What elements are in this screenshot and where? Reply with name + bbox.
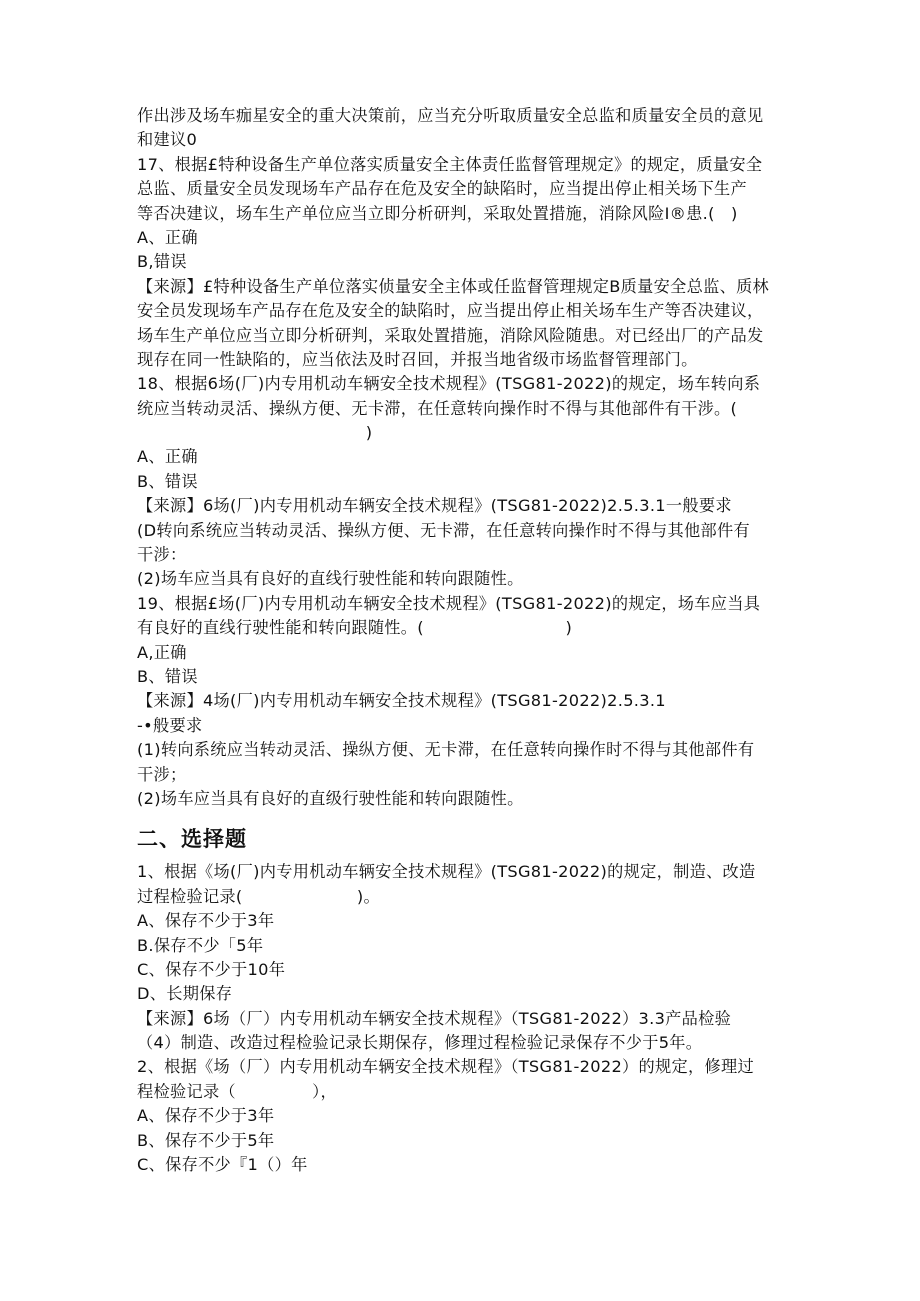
text-line: (1)转向系统应当转动灵活、操纵方便、无卡滞，在任意转向操作时不得与其他部件有	[137, 740, 755, 760]
text-line: 安全员发现场车产品存在危及安全的缺陷时，应当提出停止相关场车生产等否决建议，	[137, 301, 764, 321]
source-line: 【来源】4场(厂)内专用机动车辆安全技术规程》(TSG81-2022)2.5.3.1	[137, 691, 666, 711]
text-line: (D转向系统应当转动灵活、操纵方便、无卡滞，在任意转向操作时不得与其他部件有	[137, 520, 750, 540]
source-line: 【来源】£特种设备生产单位落实侦量安全主体或任监督管理规定B质量安全总监、质林	[137, 276, 770, 296]
text-line: (2)场车应当具有良好的直线行驶性能和转向跟随性。	[137, 569, 524, 589]
option-c: C、保存不少『1（）年	[137, 1155, 308, 1175]
text-line: 等否决建议，场车生产单位应当立即分析研判，采取处置措施，消除风险I®患.( )	[137, 203, 738, 223]
text-line: 作出涉及场车痂星安全的重大决策前，应当充分听取质量安全总监和质量安全员的意见	[137, 106, 764, 125]
option-a: A、保存不少于3年	[137, 1106, 275, 1126]
text-line: -•般要求	[137, 715, 203, 735]
question-19-line: 19、根据£场(厂)内专用机动车辆安全技术规程》(TSG81-2022)的规定，场车应当具	[137, 593, 761, 613]
text-line: (2)场车应当具有良好的直级行驶性能和转向跟随性。	[137, 788, 524, 808]
question-17-line: 17、根据£特种设备生产单位落实质量安全主体责任监督管理规定》的规定，质量安全	[137, 154, 763, 174]
option-a: A、正确	[137, 447, 198, 467]
option-a: A、保存不少于3年	[137, 911, 275, 931]
source-line: 【来源】6场(厂)内专用机动车辆安全技术规程》(TSG81-2022)2.5.3.1一般要求	[137, 496, 732, 516]
text-line: 现存在同一性缺陷的，应当依法及时召回，并报当地省级市场监督管理部门。	[137, 349, 698, 369]
document-page	[137, 104, 787, 1177]
option-b: B,错误	[137, 252, 187, 272]
option-a: A,正确	[137, 642, 187, 662]
text-line: （4）制造、改造过程检验记录长期保存，修理过程检验记录保存不少于5年。	[137, 1033, 703, 1053]
true-false-section	[137, 104, 787, 811]
option-b: B、保存不少于5年	[137, 1130, 275, 1150]
text-line: 有良好的直线行驶性能和转向跟随性。( )	[137, 618, 573, 638]
text-line: 过程检验记录( )。	[137, 886, 380, 906]
text-line: 和建议0	[137, 130, 198, 150]
option-a: A、正确	[137, 227, 198, 247]
question-1-line: 1、根据《场(厂)内专用机动车辆安全技术规程》(TSG81-2022)的规定，制造、改造	[137, 862, 756, 882]
section-heading: 二、选择题	[137, 827, 247, 852]
question-2-line: 2、根据《场（厂）内专用机动车辆安全技术规程》（TSG81-2022）的规定，修理过	[137, 1057, 754, 1077]
text-line: 程检验记录（ ），	[137, 1081, 338, 1101]
answer-blank-line: )	[137, 423, 373, 443]
text-line: 干涉：	[137, 545, 187, 565]
option-b: B.保存不少「5年	[137, 935, 264, 955]
text-line: 总监、质量安全员发现场车产品存在危及安全的缺陷时，应当提出停止相关场下生产	[137, 179, 748, 199]
question-18-line: 18、根据6场(厂)内专用机动车辆安全技术规程》(TSG81-2022)的规定，场车转向系	[137, 374, 761, 394]
text-line: 场车生产单位应当立即分析研判，采取处置措施，消除风险随患。对已经出厂的产品发	[137, 325, 764, 345]
option-c: C、保存不少于10年	[137, 959, 286, 979]
option-d: D、长期保存	[137, 984, 233, 1004]
multiple-choice-section	[137, 860, 787, 1177]
text-line: 统应当转动灵活、操纵方便、无卡滞，在任意转向操作时不得与其他部件有干涉。(	[137, 398, 738, 418]
text-line: 干涉；	[137, 764, 187, 784]
source-line: 【来源】6场（厂）内专用机动车辆安全技术规程》（TSG81-2022）3.3产品检验	[137, 1008, 732, 1028]
option-b: B、错误	[137, 666, 198, 686]
option-b: B、错误	[137, 471, 198, 491]
